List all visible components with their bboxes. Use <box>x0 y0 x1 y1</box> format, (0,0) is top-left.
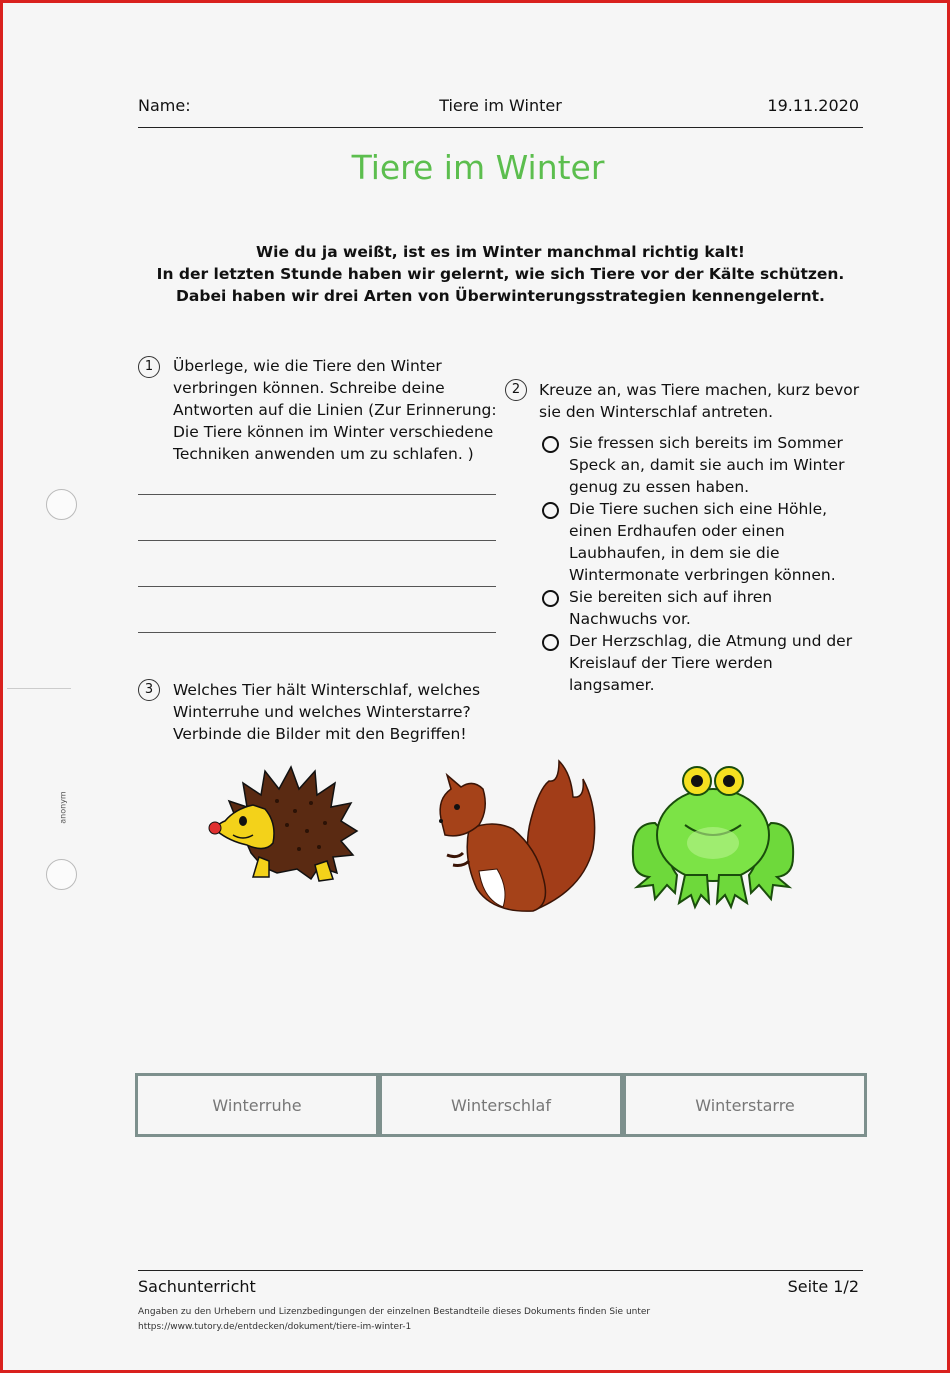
option-4-checkbox[interactable] <box>542 634 559 651</box>
answer-line-4[interactable] <box>138 632 496 633</box>
header-divider <box>138 127 863 128</box>
intro-text: Wie du ja weißt, ist es im Winter manchmal richtig kalt! In der letzten Stunde haben wir gelernt, wie sich Tiere vor der Kälte schützen. Dabei haben wir drei Arten von Überwinterungsstrategien kennengelernt. <box>156 243 845 305</box>
option-1-checkbox[interactable] <box>542 436 559 453</box>
task1-number: 1 <box>138 356 160 378</box>
term-box-winterschlaf[interactable]: Winterschlaf <box>379 1073 623 1137</box>
header-date: 19.11.2020 <box>767 96 859 115</box>
fold-mark <box>7 688 71 689</box>
answer-line-3[interactable] <box>138 586 496 587</box>
header-title: Tiere im Winter <box>439 96 562 115</box>
task3-number: 3 <box>138 679 160 701</box>
term-box-winterruhe[interactable]: Winterruhe <box>135 1073 379 1137</box>
task3-text: Welches Tier hält Winterschlaf, welches Winterruhe und welches Winterstarre? Verbinde die Bilder mit den Begriffen! <box>173 681 481 743</box>
task1-text: Überlege, wie die Tiere den Winter verbringen können. Schreibe deine Antworten auf die Linien (Zur Erinnerung: Die Tiere können im Winter verschiedene Techniken anwenden um zu schlafen. ) <box>173 357 497 463</box>
footer-credits-link[interactable]: https://www.tutory.de/entdecken/dokument/tiere-im-winter-1 <box>138 1322 412 1332</box>
term-box-winterstarre[interactable]: Winterstarre <box>623 1073 867 1137</box>
squirrel-illustration[interactable] <box>433 759 603 919</box>
punch-hole <box>46 489 77 520</box>
frog-illustration[interactable] <box>629 763 797 911</box>
task2-text: Kreuze an, was Tiere machen, kurz bevor sie den Winterschlaf antreten. <box>539 381 860 421</box>
option-3-checkbox[interactable] <box>542 590 559 607</box>
option-2-checkbox[interactable] <box>542 502 559 519</box>
punch-hole <box>46 859 77 890</box>
hedgehog-illustration[interactable] <box>207 761 359 886</box>
option-3-text: Sie bereiten sich auf ihren Nachwuchs vor. <box>569 588 773 628</box>
option-4-text: Der Herzschlag, die Atmung und der Kreislauf der Tiere werden langsamer. <box>569 632 853 694</box>
footer-divider <box>138 1270 863 1271</box>
option-2-text: Die Tiere suchen sich eine Höhle, einen Erdhaufen oder einen Laubhaufen, in dem sie die Wintermonate verbringen können. <box>569 500 836 584</box>
answer-line-1[interactable] <box>138 494 496 495</box>
option-1-text: Sie fressen sich bereits im Sommer Speck an, damit sie auch im Winter genug zu essen haben. <box>569 434 845 496</box>
footer-page: Seite 1/2 <box>787 1277 859 1296</box>
footer-subject: Sachunterricht <box>138 1277 256 1296</box>
side-label: anonym <box>58 791 68 824</box>
name-label: Name: <box>138 96 191 115</box>
task2-number: 2 <box>505 379 527 401</box>
answer-line-2[interactable] <box>138 540 496 541</box>
page-title: Tiere im Winter <box>351 148 605 187</box>
footer-credits: Angaben zu den Urhebern und Lizenzbedingungen der einzelnen Bestandteile dieses Dokuments finden Sie unter <box>138 1307 651 1317</box>
